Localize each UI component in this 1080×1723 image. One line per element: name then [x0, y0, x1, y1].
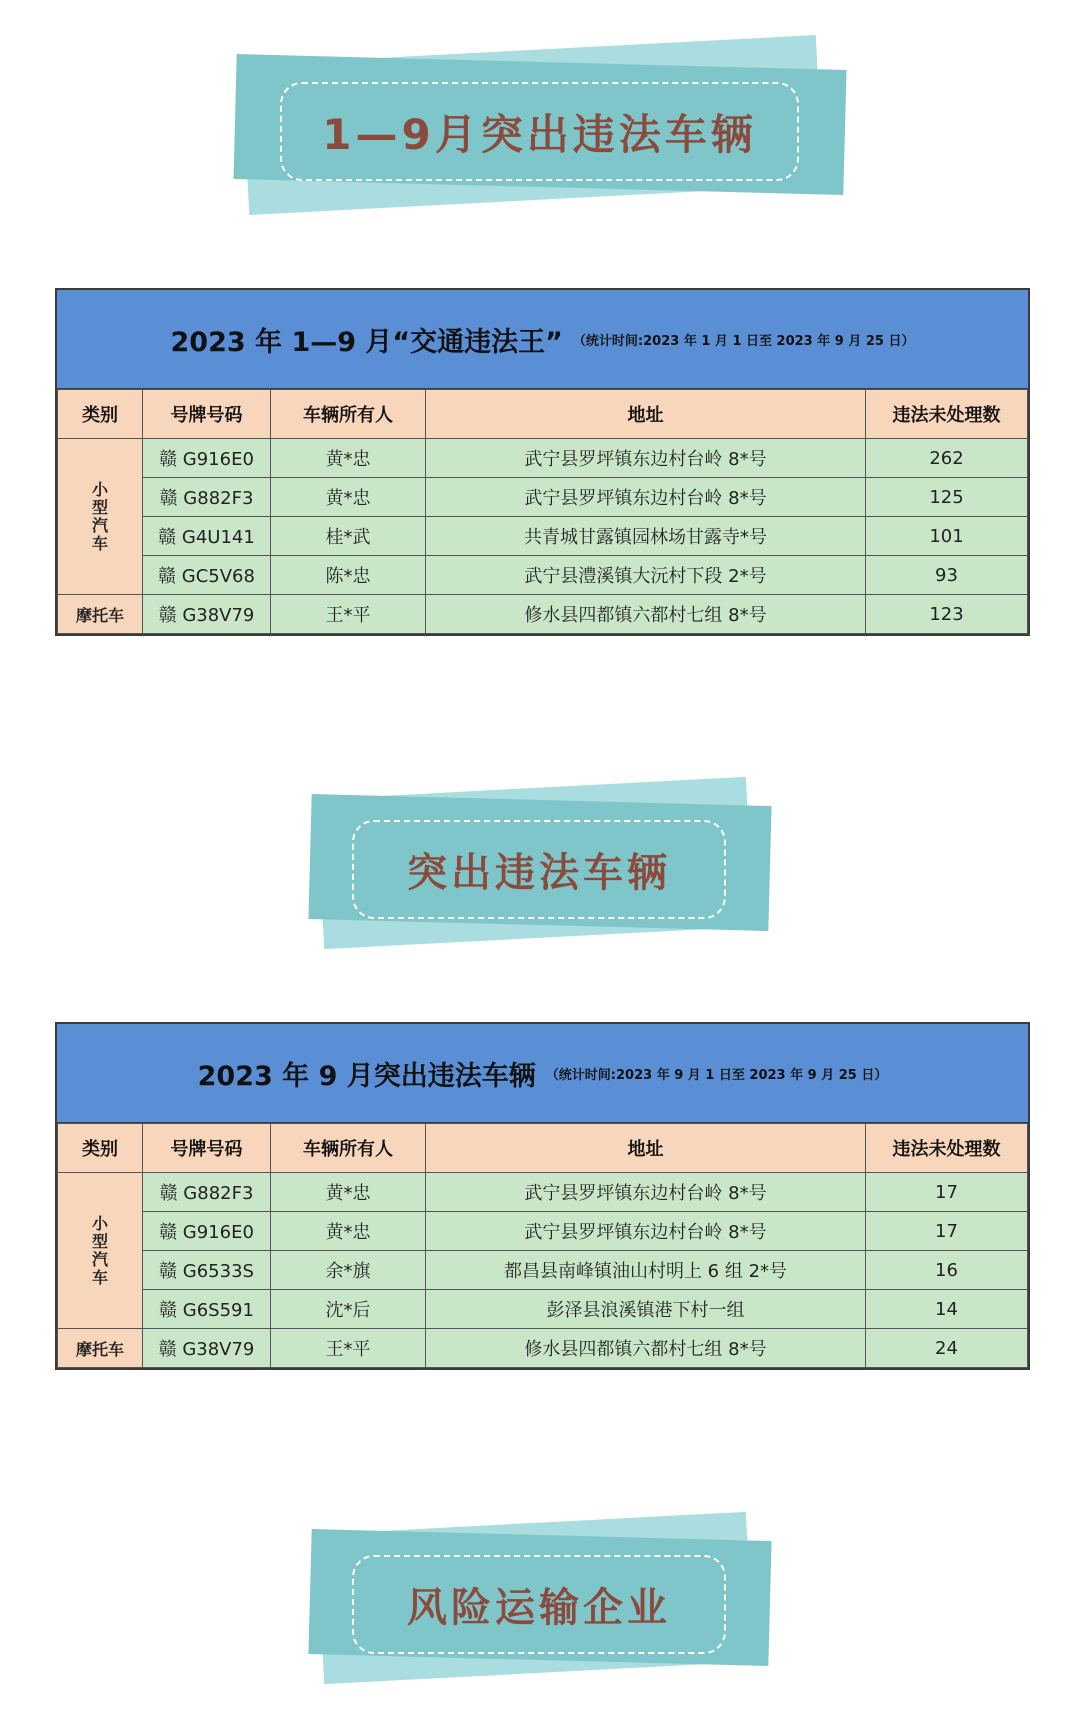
table-row [58, 1173, 1028, 1212]
table-title [57, 290, 1028, 389]
banner-2-frame [352, 820, 726, 919]
table-row [58, 595, 1028, 634]
header-row [58, 390, 1028, 439]
count-cell: 262 [866, 439, 1028, 478]
address-cell: 武宁县罗坪镇东边村台岭 8*号 [426, 1212, 866, 1251]
count-cell: 125 [866, 478, 1028, 517]
category-cell: 摩托车 [58, 595, 143, 634]
banner-3 [310, 1515, 770, 1685]
count-cell: 14 [866, 1290, 1028, 1329]
address-cell: 彭泽县浪溪镇港下村一组 [426, 1290, 866, 1329]
banner-3-frame [352, 1555, 726, 1654]
banner-1-frame [280, 82, 799, 181]
owner-cell: 余*旗 [271, 1251, 426, 1290]
table-row [58, 1251, 1028, 1290]
header-count: 违法未处理数 [866, 390, 1028, 439]
count-cell: 101 [866, 517, 1028, 556]
address-cell: 共青城甘露镇园林场甘露寺*号 [426, 517, 866, 556]
address-cell: 武宁县罗坪镇东边村台岭 8*号 [426, 439, 866, 478]
plate-cell: 赣 G882F3 [143, 478, 271, 517]
plate-cell: 赣 G916E0 [143, 1212, 271, 1251]
count-cell: 17 [866, 1173, 1028, 1212]
address-cell: 武宁县罗坪镇东边村台岭 8*号 [426, 1173, 866, 1212]
owner-cell: 王*平 [271, 595, 426, 634]
violation-table-1 [55, 288, 1030, 636]
table-row [58, 1212, 1028, 1251]
banner-1 [235, 40, 845, 215]
count-cell: 123 [866, 595, 1028, 634]
section-title: 1—9月突出违法车辆 [322, 109, 757, 159]
address-cell: 修水县四都镇六都村七组 8*号 [426, 1329, 866, 1368]
address-cell: 都昌县南峰镇油山村明上 6 组 2*号 [426, 1251, 866, 1290]
address-cell: 武宁县澧溪镇大沅村下段 2*号 [426, 556, 866, 595]
count-cell: 93 [866, 556, 1028, 595]
table-title [57, 1024, 1028, 1123]
table-row [58, 1329, 1028, 1368]
plate-cell: 赣 G916E0 [143, 439, 271, 478]
header-address: 地址 [426, 390, 866, 439]
category-cell: 摩托车 [58, 1329, 143, 1368]
plate-cell: 赣 G882F3 [143, 1173, 271, 1212]
plate-cell: 赣 G6533S [143, 1251, 271, 1290]
category-cell: 小型汽车 [58, 1173, 143, 1329]
category-cell: 小型汽车 [58, 439, 143, 595]
count-cell: 24 [866, 1329, 1028, 1368]
table-grid [57, 1123, 1028, 1368]
header-address: 地址 [426, 1124, 866, 1173]
owner-cell: 陈*忠 [271, 556, 426, 595]
section-title: 突出违法车辆 [407, 850, 671, 896]
header-owner: 车辆所有人 [271, 390, 426, 439]
table-row [58, 517, 1028, 556]
table-title-text: 2023 年 9 月突出违法车辆 [197, 1060, 536, 1092]
owner-cell: 黄*忠 [271, 1212, 426, 1251]
owner-cell: 桂*武 [271, 517, 426, 556]
header-category: 类别 [58, 1124, 143, 1173]
banner-2 [310, 780, 770, 950]
plate-cell: 赣 G38V79 [143, 595, 271, 634]
header-plate: 号牌号码 [143, 390, 271, 439]
table-row [58, 1290, 1028, 1329]
count-cell: 16 [866, 1251, 1028, 1290]
address-cell: 修水县四都镇六都村七组 8*号 [426, 595, 866, 634]
table-row [58, 556, 1028, 595]
plate-cell: 赣 GC5V68 [143, 556, 271, 595]
owner-cell: 黄*忠 [271, 478, 426, 517]
owner-cell: 黄*忠 [271, 439, 426, 478]
violation-table-2 [55, 1022, 1030, 1370]
table-grid [57, 389, 1028, 634]
owner-cell: 王*平 [271, 1329, 426, 1368]
header-row [58, 1124, 1028, 1173]
table-title-note: （统计时间:2023 年 1 月 1 日至 2023 年 9 月 25 日） [572, 333, 915, 349]
table-row [58, 478, 1028, 517]
plate-cell: 赣 G6S591 [143, 1290, 271, 1329]
table-row [58, 439, 1028, 478]
address-cell: 武宁县罗坪镇东边村台岭 8*号 [426, 478, 866, 517]
table-title-note: （统计时间:2023 年 9 月 1 日至 2023 年 9 月 25 日） [545, 1067, 888, 1083]
plate-cell: 赣 G38V79 [143, 1329, 271, 1368]
count-cell: 17 [866, 1212, 1028, 1251]
header-plate: 号牌号码 [143, 1124, 271, 1173]
header-owner: 车辆所有人 [271, 1124, 426, 1173]
table-title-text: 2023 年 1—9 月“交通违法王” [170, 326, 563, 358]
header-category: 类别 [58, 390, 143, 439]
owner-cell: 沈*后 [271, 1290, 426, 1329]
header-count: 违法未处理数 [866, 1124, 1028, 1173]
plate-cell: 赣 G4U141 [143, 517, 271, 556]
section-title: 风险运输企业 [407, 1585, 671, 1631]
owner-cell: 黄*忠 [271, 1173, 426, 1212]
